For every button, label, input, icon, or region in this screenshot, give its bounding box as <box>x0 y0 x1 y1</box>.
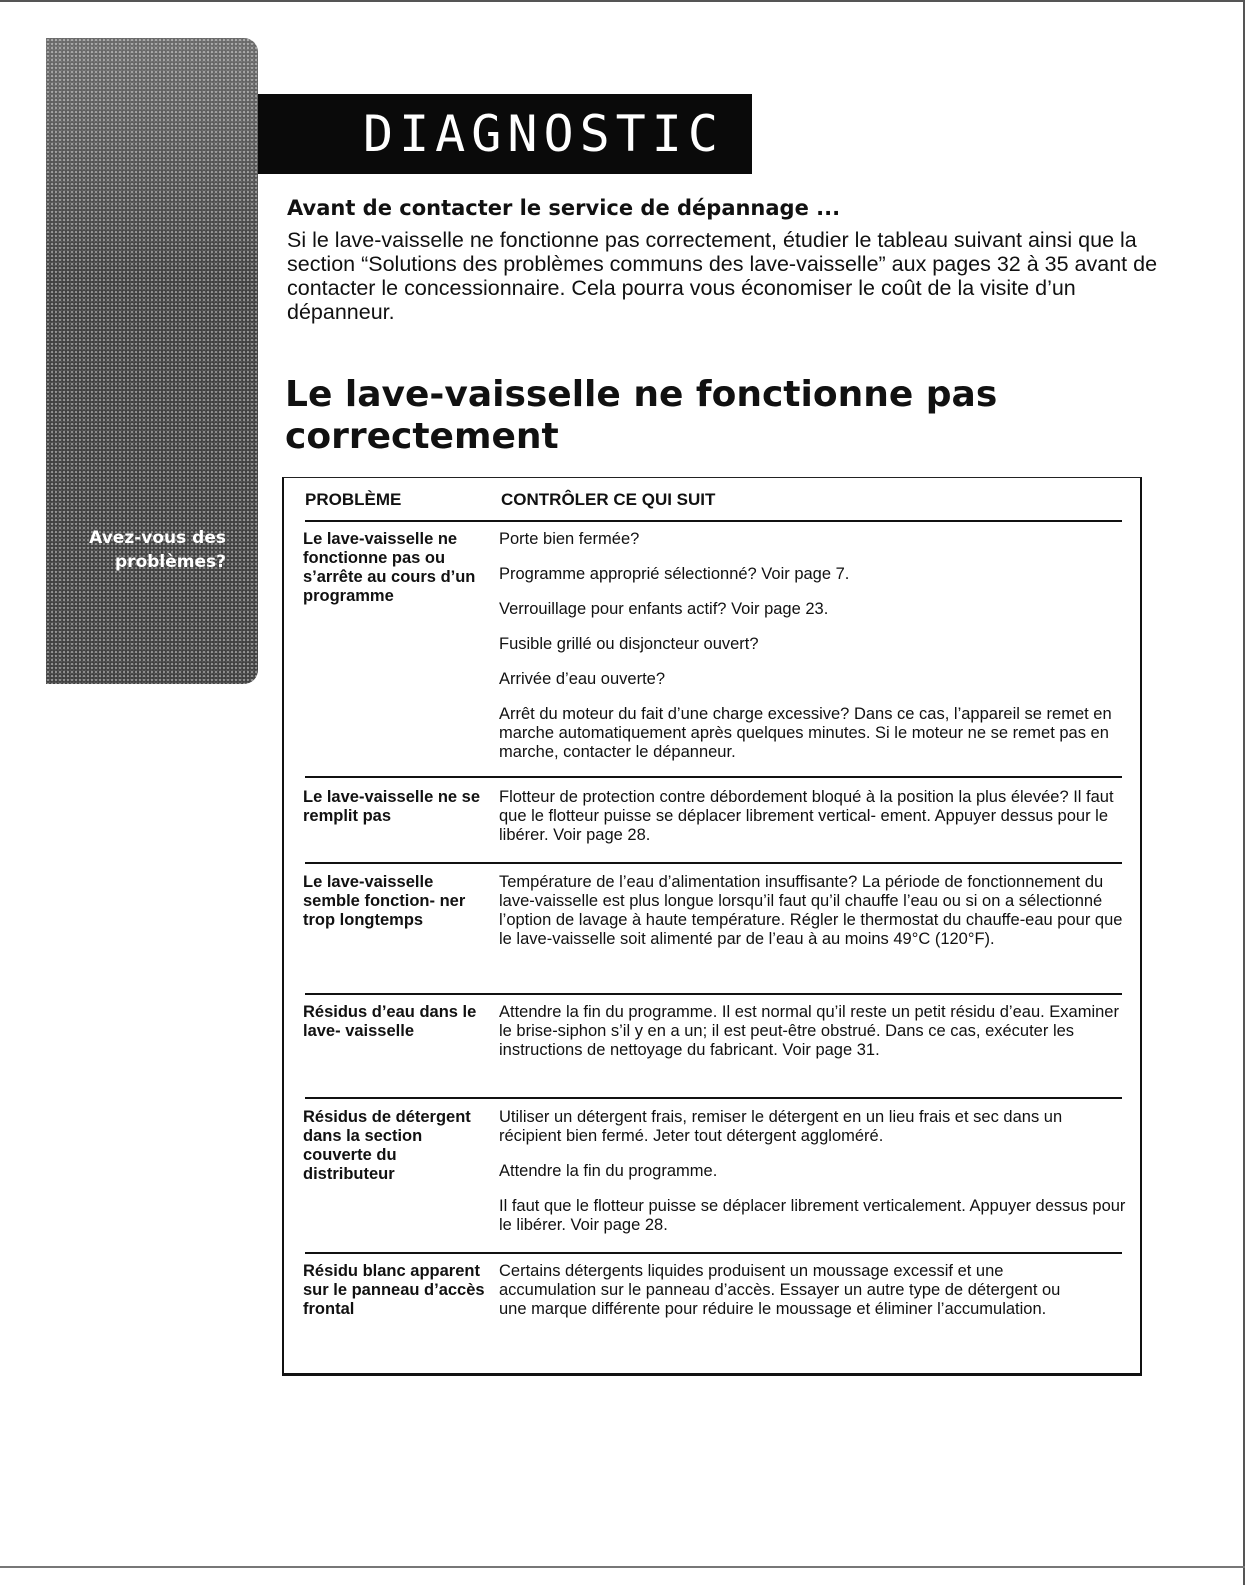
check-item: Porte bien fermée? <box>499 530 640 548</box>
check-item: Arrivée d’eau ouverte? <box>499 670 666 688</box>
row-divider <box>305 993 1122 995</box>
problem-cell: Le lave-vaisselle semble fonction- ner trop longtemps <box>303 873 466 929</box>
check-item: Certains détergents liquides produisent un moussage excessif et une accumulation sur le panneau d’accès. Essayer un autre type de détergent ou une marque différente pour réduire le moussage et éliminer l’accumulation. <box>499 1262 1061 1318</box>
intro-heading: Avant de contacter le service de dépannage ... <box>287 196 841 220</box>
check-item: Programme approprié sélectionné? Voir page 7. <box>499 565 850 583</box>
check-item: Il faut que le flotteur puisse se déplacer librement verticalement. Appuyer dessus pour le libérer. Voir page 28. <box>499 1197 1126 1234</box>
page-title: Le lave-vaisselle ne fonctionne pas correctement <box>285 374 998 457</box>
check-item: Fusible grillé ou disjoncteur ouvert? <box>499 635 759 653</box>
sidebar-label-line1: Avez-vous des <box>89 528 226 548</box>
check-cell <box>499 530 1129 778</box>
sidebar-label <box>89 526 226 574</box>
check-item: Verrouillage pour enfants actif? Voir page 23. <box>499 600 829 618</box>
row-divider <box>305 776 1122 778</box>
sidebar-label-line2: problèmes? <box>115 552 226 572</box>
row-divider <box>305 1097 1122 1099</box>
check-cell <box>499 873 1129 965</box>
page-border-bottom <box>0 1566 1245 1568</box>
column-header-problem: PROBLÈME <box>305 490 402 509</box>
check-item: Utiliser un détergent frais, remiser le détergent en un lieu frais et sec dans un récipient bien fermé. Jeter tout détergent aggloméré. <box>499 1108 1063 1145</box>
check-cell <box>499 1108 1129 1251</box>
column-header-check: CONTRÔLER CE QUI SUIT <box>501 490 716 509</box>
page-header-title: DIAGNOSTIC <box>362 105 724 163</box>
problem-cell: Résidus d’eau dans le lave- vaisselle <box>303 1003 477 1040</box>
check-item: Arrêt du moteur du fait d’une charge excessive? Dans ce cas, l’appareil se remet en marche automatiquement après quelques minutes. Si le moteur ne se remet pas en marche, contacter le dépanneur. <box>499 705 1112 761</box>
sidebar-panel <box>46 38 258 684</box>
problem-cell: Résidus de détergent dans la section couverte du distributeur <box>303 1108 471 1183</box>
row-divider <box>305 1252 1122 1254</box>
problem-cell: Le lave-vaisselle ne se remplit pas <box>303 788 481 825</box>
intro-text: Si le lave-vaisselle ne fonctionne pas correctement, étudier le tableau suivant ainsi que la section “Solutions des problèmes communs des lave-vaisselle” aux pages 32 à 35 avant de contacter le concessionnaire. Cela pourra vous économiser le coût de la visite d’un dépanneur. <box>287 228 1158 324</box>
check-item: Température de l’eau d’alimentation insuffisante? La période de fonctionnement du lave-vaisselle est plus longue lorsqu’il faut qu’il chauffe l’eau ou si on a sélectionné l’option de lavage à haute température. Régler le thermostat du chauffe-eau pour que le lave-vaisselle soit alimenté par de l’eau à au moins 49°C (120°F). <box>499 873 1123 948</box>
check-item: Attendre la fin du programme. <box>499 1162 718 1180</box>
table-header-rule <box>305 520 1122 522</box>
row-divider <box>305 862 1122 864</box>
problem-cell: Résidu blanc apparent sur le panneau d’accès frontal <box>303 1262 485 1318</box>
check-item: Attendre la fin du programme. Il est normal qu’il reste un petit résidu d’eau. Examiner le brise-siphon s’il y en a un; il est peut-être obstrué. Dans ce cas, exécuter les instructions de nettoyage du fabricant. Voir page 31. <box>499 1003 1119 1059</box>
problem-cell: Le lave-vaisselle ne fonctionne pas ou s’arrête au cours d’un programme <box>303 530 476 605</box>
check-item: Flotteur de protection contre débordement bloqué à la position la plus élevée? Il faut que le flotteur puisse se déplacer librement vertical- ement. Appuyer dessus pour le libérer. Voir page 28. <box>499 788 1114 844</box>
page-border-top <box>0 0 1245 2</box>
header-bar <box>258 94 752 174</box>
check-cell <box>499 788 1129 861</box>
check-cell <box>499 1003 1129 1076</box>
check-cell <box>499 1262 1079 1335</box>
